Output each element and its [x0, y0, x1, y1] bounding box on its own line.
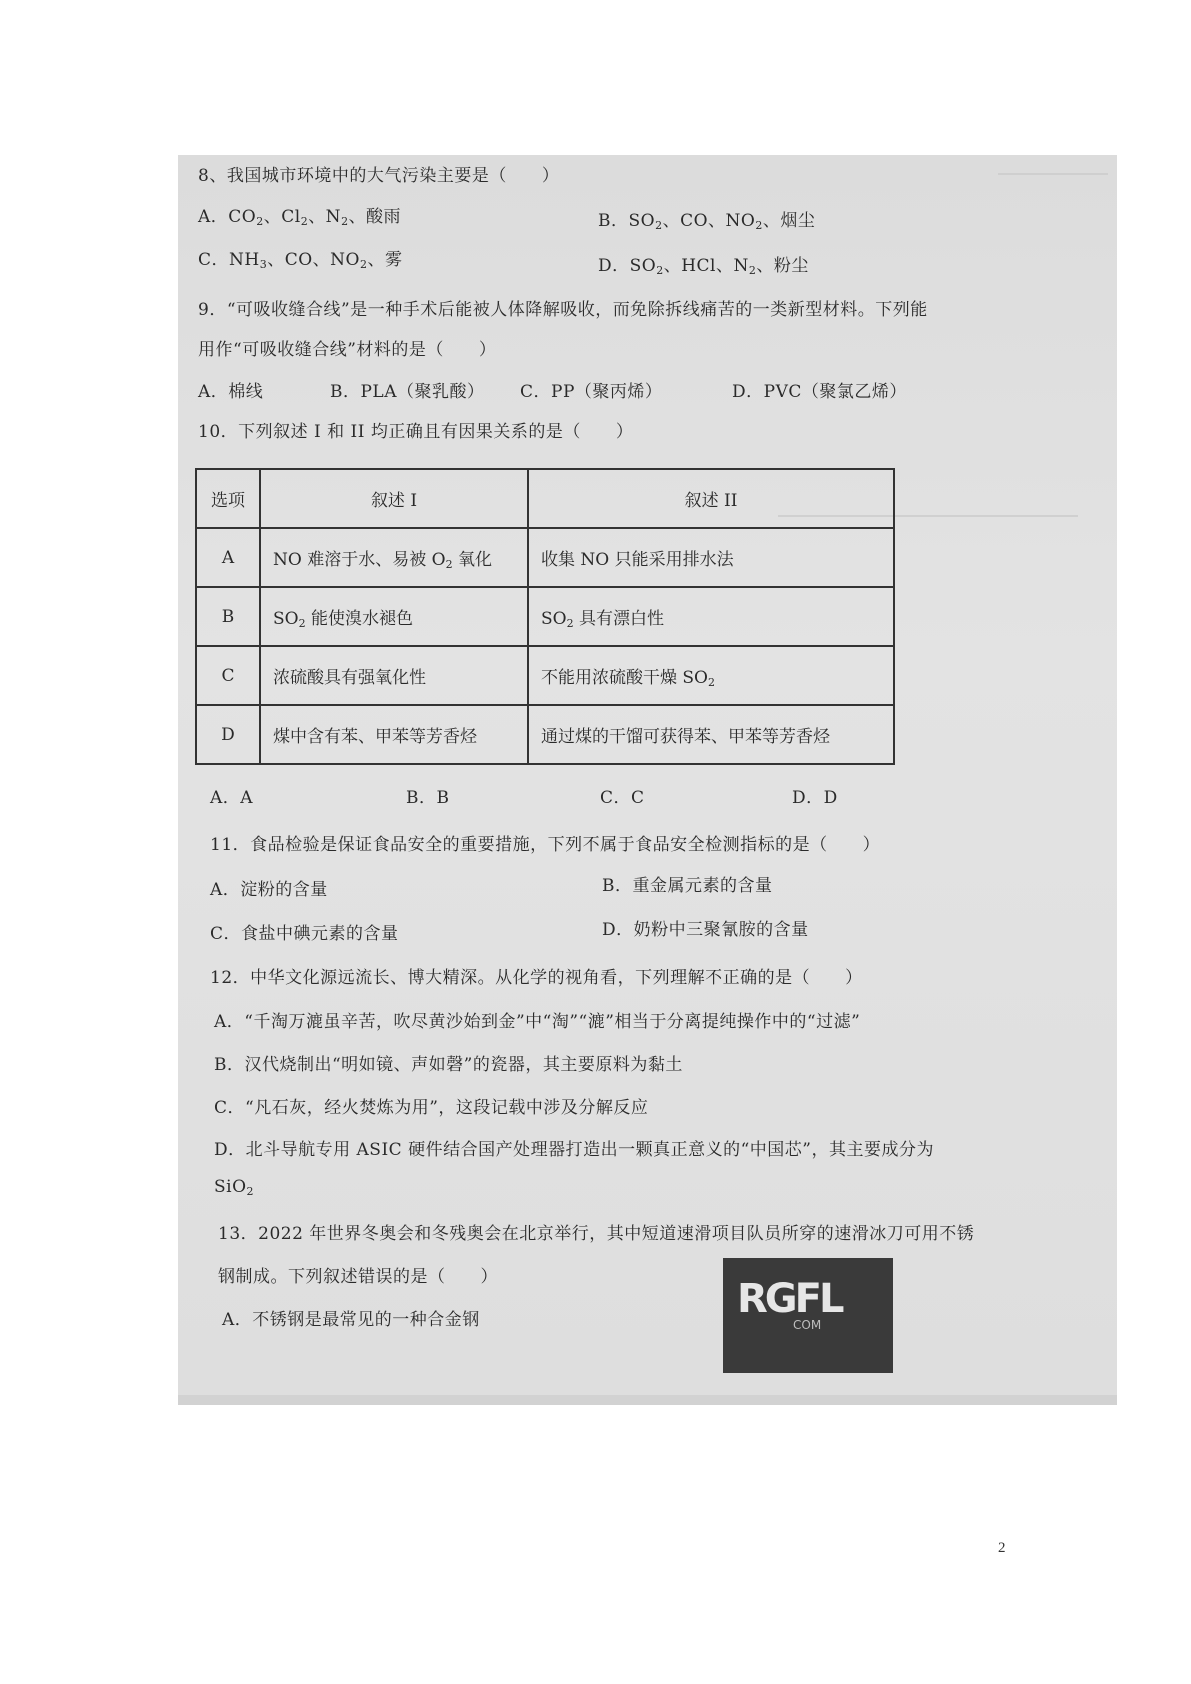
q13-stem-line2: 钢制成。下列叙述错误的是（ ）	[218, 1267, 498, 1287]
table-row	[196, 646, 894, 705]
q11-option-b: B．重金属元素的含量	[602, 876, 773, 896]
q13-option-a: A．不锈钢是最常见的一种合金钢	[222, 1310, 480, 1330]
q12-option-b: B．汉代烧制出“明如镜、声如磬”的瓷器，其主要原料为黏土	[214, 1055, 683, 1075]
q9-stem-line2: 用作“可吸收缝合线”材料的是（ ）	[198, 340, 497, 360]
q11-stem: 11．食品检验是保证食品安全的重要措施，下列不属于食品安全检测指标的是（ ）	[210, 835, 881, 855]
q11-option-a: A．淀粉的含量	[210, 880, 328, 900]
q12-stem: 12．中华文化源远流长、博大精深。从化学的视角看，下列理解不正确的是（ ）	[210, 968, 863, 988]
table-row	[196, 528, 894, 587]
q8-option-c: C．$NH_3$、CO、$NO_2$、雾	[198, 250, 403, 271]
page-number: 2	[998, 1540, 1006, 1556]
q9-option-b: B．PLA（聚乳酸）	[330, 382, 485, 402]
q10-option-b: B．B	[406, 788, 450, 808]
q10-stem: 10．下列叙述 I 和 II 均正确且有因果关系的是（ ）	[198, 422, 634, 442]
header-option: 选项	[196, 469, 260, 528]
row-statement-ii: 收集 NO 只能采用排水法	[528, 528, 894, 587]
header-statement-i: 叙述 I	[260, 469, 528, 528]
q8-option-b: B．$SO_2$、CO、$NO_2$、烟尘	[598, 211, 816, 232]
q10-option-a: A．A	[210, 788, 254, 808]
row-statement-i: $SO_2$ 能使溴水褪色	[260, 587, 528, 646]
q12-option-c: C．“凡石灰，经火焚炼为用”，这段记载中涉及分解反应	[214, 1098, 649, 1118]
bleed-through-shadow	[998, 173, 1108, 175]
row-option: A	[196, 528, 260, 587]
row-option: B	[196, 587, 260, 646]
table-header-row	[196, 469, 894, 528]
q10-table	[195, 468, 895, 765]
table-row	[196, 587, 894, 646]
q12-option-d-line2: SiO$_2$	[214, 1177, 255, 1198]
header-statement-ii: 叙述 II	[528, 469, 894, 528]
q8-option-d: D．$SO_2$、HCl、$N_2$、粉尘	[598, 256, 809, 277]
q12-option-d-line1: D．北斗导航专用 ASIC 硬件结合国产处理器打造出一颗真正意义的“中国芯”，其主要成分为	[214, 1140, 934, 1160]
watermark-logo	[723, 1258, 893, 1373]
q8-stem: 8、我国城市环境中的大气污染主要是（ ）	[198, 166, 560, 186]
row-option: D	[196, 705, 260, 764]
row-statement-i: 煤中含有苯、甲苯等芳香烃	[260, 705, 528, 764]
logo-subtext: COM	[793, 1318, 822, 1332]
row-option: C	[196, 646, 260, 705]
q9-option-a: A．棉线	[198, 382, 264, 402]
photographed-exam-page	[178, 155, 1117, 1405]
q11-option-d: D．奶粉中三聚氰胺的含量	[602, 920, 809, 940]
row-statement-ii: $SO_2$ 具有漂白性	[528, 587, 894, 646]
q11-option-c: C．食盐中碘元素的含量	[210, 924, 399, 944]
q10-option-c: C．C	[600, 788, 645, 808]
q13-stem-line1: 13．2022 年世界冬奥会和冬残奥会在北京举行，其中短道速滑项目队员所穿的速滑冰刀可用不锈	[218, 1224, 975, 1244]
row-statement-ii: 通过煤的干馏可获得苯、甲苯等芳香烃	[528, 705, 894, 764]
q10-option-d: D．D	[792, 788, 838, 808]
bottom-edge-shadow	[178, 1395, 1117, 1405]
row-statement-i: 浓硫酸具有强氧化性	[260, 646, 528, 705]
row-statement-ii: 不能用浓硫酸干燥 $SO_2$	[528, 646, 894, 705]
q8-option-a: A．$CO_2$、$Cl_2$、$N_2$、酸雨	[198, 207, 402, 228]
logo-text: RGFL	[737, 1276, 842, 1322]
q9-option-d: D．PVC（聚氯乙烯）	[732, 382, 907, 402]
q9-stem-line1: 9．“可吸收缝合线”是一种手术后能被人体降解吸收，而免除拆线痛苦的一类新型材料。下列能	[198, 300, 928, 320]
table-row	[196, 705, 894, 764]
q9-option-c: C．PP（聚丙烯）	[520, 382, 663, 402]
q12-option-a: A．“千淘万漉虽辛苦，吹尽黄沙始到金”中“淘”“漉”相当于分离提纯操作中的“过滤”	[214, 1012, 861, 1032]
row-statement-i: NO 难溶于水、易被 $O_2$ 氧化	[260, 528, 528, 587]
